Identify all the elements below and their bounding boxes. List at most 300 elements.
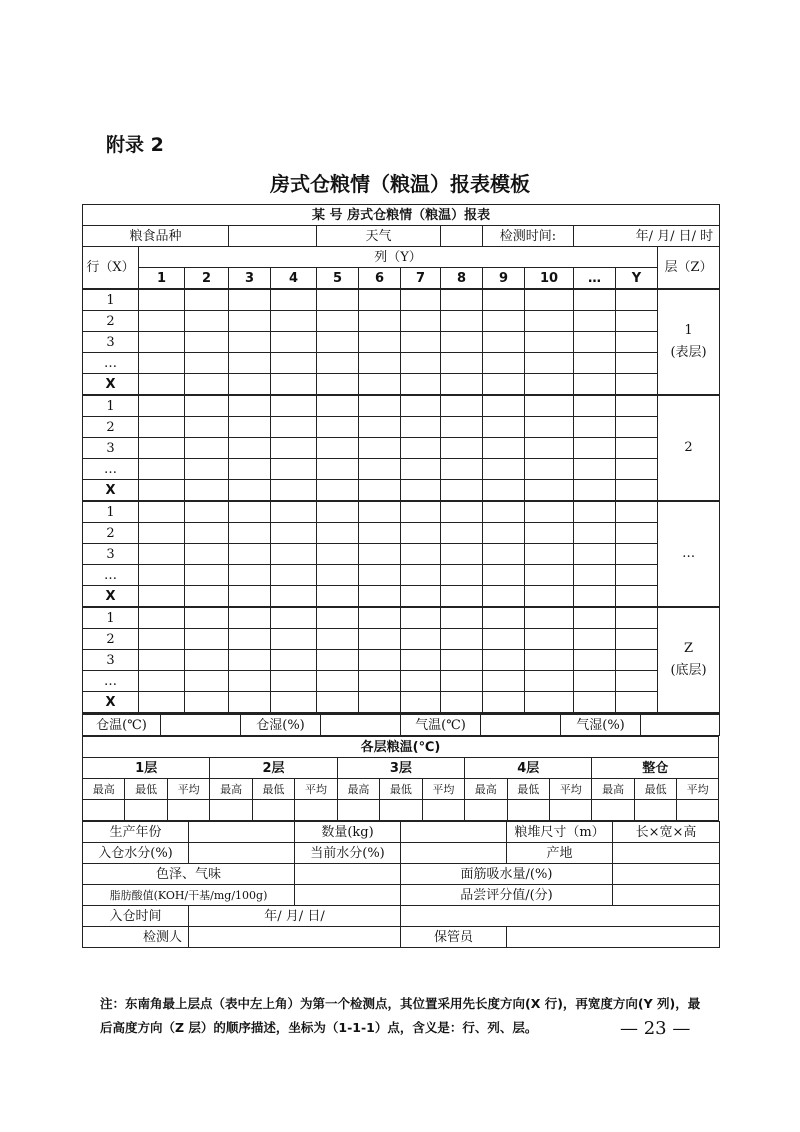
temperature-cell[interactable] [229,544,271,565]
temperature-cell[interactable] [574,374,616,396]
temperature-cell[interactable] [185,311,229,332]
temperature-cell[interactable] [441,501,483,523]
temperature-cell[interactable] [229,438,271,459]
temperature-cell[interactable] [271,395,317,417]
moisture-in-field[interactable] [189,843,295,864]
temperature-cell[interactable] [185,650,229,671]
temperature-cell[interactable] [401,692,441,713]
temperature-cell[interactable] [616,650,658,671]
temperature-cell[interactable] [271,565,317,586]
temperature-cell[interactable] [574,417,616,438]
row-label: … [83,353,139,374]
temperature-cell[interactable] [139,692,185,713]
temperature-cell[interactable] [359,395,401,417]
temperature-cell[interactable] [185,671,229,692]
temperature-cell[interactable] [616,607,658,629]
table-row [83,671,720,692]
stat-value-field[interactable] [549,800,591,821]
temperature-cell[interactable] [525,353,574,374]
temperature-cell[interactable] [229,650,271,671]
temperature-cell[interactable] [139,374,185,396]
temperature-cell[interactable] [185,459,229,480]
temperature-cell[interactable] [574,565,616,586]
temperature-cell[interactable] [441,395,483,417]
temperature-cell[interactable] [616,353,658,374]
info-table [82,821,720,948]
temperature-cell[interactable] [574,586,616,608]
temperature-cell[interactable] [616,565,658,586]
temperature-cell[interactable] [401,523,441,544]
production-year-field[interactable] [189,822,295,843]
inspector-field[interactable] [189,927,401,948]
temperature-cell[interactable] [574,544,616,565]
temperature-cell[interactable] [401,607,441,629]
temperature-cell[interactable] [271,311,317,332]
temperature-cell[interactable] [574,311,616,332]
temperature-cell[interactable] [271,459,317,480]
origin-field[interactable] [613,843,720,864]
temperature-cell[interactable] [229,353,271,374]
temperature-cell[interactable] [317,332,359,353]
temperature-cell[interactable] [441,650,483,671]
temperature-cell[interactable] [185,438,229,459]
temperature-cell[interactable] [574,289,616,311]
pile-size-value[interactable]: 长×宽×高 [613,822,720,843]
temperature-cell[interactable] [483,480,525,502]
temperature-cell[interactable] [574,523,616,544]
quantity-field[interactable] [401,822,507,843]
temperature-cell[interactable] [359,438,401,459]
temperature-cell[interactable] [139,523,185,544]
temperature-cell[interactable] [271,353,317,374]
temperature-cell[interactable] [317,417,359,438]
temperature-cell[interactable] [483,692,525,713]
temperature-cell[interactable] [616,417,658,438]
temperature-cell[interactable] [317,565,359,586]
temperature-cell[interactable] [525,311,574,332]
temperature-cell[interactable] [359,692,401,713]
weather-field[interactable] [441,226,483,247]
temperature-cell[interactable] [574,671,616,692]
temperature-cell[interactable] [483,289,525,311]
temperature-cell[interactable] [441,523,483,544]
temperature-cell[interactable] [401,311,441,332]
temperature-cell[interactable] [271,417,317,438]
temperature-cell[interactable] [359,523,401,544]
temperature-cell[interactable] [139,586,185,608]
temperature-cell[interactable] [483,395,525,417]
temperature-cell[interactable] [317,692,359,713]
table-row [83,629,720,650]
temperature-cell[interactable] [359,629,401,650]
temperature-cell[interactable] [317,289,359,311]
temperature-cell[interactable] [139,629,185,650]
stat-value-field[interactable] [125,800,167,821]
stat-value-field[interactable] [167,800,209,821]
grain-type-field[interactable] [229,226,317,247]
column-header: 列（Y） [139,247,658,268]
moisture-now-field[interactable] [401,843,507,864]
stat-value-field[interactable] [252,800,294,821]
temperature-cell[interactable] [271,374,317,396]
temperature-cell[interactable] [441,586,483,608]
temperature-cell[interactable] [271,544,317,565]
temperature-cell[interactable] [359,459,401,480]
temperature-cell[interactable] [616,289,658,311]
stat-value-field[interactable] [634,800,676,821]
temperature-cell[interactable] [185,692,229,713]
temperature-cell[interactable] [525,607,574,629]
gluten-field[interactable] [613,864,720,885]
layer-label: Z (底层) [658,607,720,713]
temperature-cell[interactable] [185,480,229,502]
temperature-cell[interactable] [229,374,271,396]
temperature-cell[interactable] [317,544,359,565]
temperature-cell[interactable] [525,480,574,502]
temperature-cell[interactable] [229,395,271,417]
temperature-cell[interactable] [616,544,658,565]
temperature-cell[interactable] [401,544,441,565]
temperature-cell[interactable] [525,395,574,417]
temperature-cell[interactable] [483,650,525,671]
temperature-cell[interactable] [616,671,658,692]
temperature-cell[interactable] [574,332,616,353]
temperature-cell[interactable] [483,607,525,629]
temperature-cell[interactable] [483,544,525,565]
temperature-cell[interactable] [401,565,441,586]
temperature-cell[interactable] [271,629,317,650]
weather-label: 天气 [317,226,441,247]
temperature-cell[interactable] [317,459,359,480]
temperature-cell[interactable] [616,501,658,523]
temperature-cell[interactable] [483,501,525,523]
temperature-cell[interactable] [271,480,317,502]
temperature-cell[interactable] [483,311,525,332]
temperature-cell[interactable] [359,480,401,502]
temperature-cell[interactable] [359,607,401,629]
temperature-cell[interactable] [525,586,574,608]
temperature-cell[interactable] [317,586,359,608]
temperature-cell[interactable] [483,438,525,459]
temperature-cell[interactable] [401,438,441,459]
temperature-cell[interactable] [441,332,483,353]
temperature-cell[interactable] [574,501,616,523]
temperature-cell[interactable] [441,607,483,629]
temperature-cell[interactable] [441,353,483,374]
warehouse-humidity-label: 仓湿(%) [241,714,321,736]
temperature-cell[interactable] [401,289,441,311]
temperature-cell[interactable] [185,289,229,311]
temperature-cell[interactable] [574,692,616,713]
check-time-field[interactable]: 年/ 月/ 日/ 时 [574,226,720,247]
temperature-cell[interactable] [185,353,229,374]
temperature-cell[interactable] [401,417,441,438]
temperature-cell[interactable] [401,650,441,671]
temperature-cell[interactable] [525,671,574,692]
temperature-cell[interactable] [401,374,441,396]
row-label: 2 [83,417,139,438]
temperature-cell[interactable] [574,650,616,671]
temperature-cell[interactable] [359,417,401,438]
stat-value-field[interactable] [507,800,549,821]
temperature-cell[interactable] [574,353,616,374]
temperature-cell[interactable] [359,565,401,586]
air-humidity-field[interactable] [641,714,720,736]
stat-value-field[interactable] [465,800,507,821]
temperature-cell[interactable] [229,607,271,629]
temperature-cell[interactable] [229,289,271,311]
temperature-cell[interactable] [139,459,185,480]
temperature-cell[interactable] [139,607,185,629]
table-row [83,544,720,565]
temperature-cell[interactable] [317,395,359,417]
temperature-cell[interactable] [525,438,574,459]
temperature-cell[interactable] [441,438,483,459]
stat-value-field[interactable] [295,800,337,821]
temperature-cell[interactable] [317,650,359,671]
temperature-cell[interactable] [317,480,359,502]
temperature-cell[interactable] [317,501,359,523]
temperature-cell[interactable] [359,332,401,353]
stat-label: 平均 [677,779,719,800]
temperature-cell[interactable] [616,523,658,544]
temperature-cell[interactable] [483,417,525,438]
temperature-cell[interactable] [229,671,271,692]
temperature-cell[interactable] [574,459,616,480]
temperature-cell[interactable] [483,671,525,692]
temperature-cell[interactable] [359,544,401,565]
temperature-cell[interactable] [229,311,271,332]
temperature-cell[interactable] [401,501,441,523]
temperature-cell[interactable] [229,332,271,353]
temperature-cell[interactable] [616,629,658,650]
temperature-cell[interactable] [616,311,658,332]
entry-time-field[interactable]: 年/ 月/ 日/ [189,906,401,927]
temperature-cell[interactable] [483,586,525,608]
temperature-cell[interactable] [271,650,317,671]
temperature-cell[interactable] [317,353,359,374]
stat-value-field[interactable] [380,800,422,821]
temperature-cell[interactable] [483,353,525,374]
temperature-cell[interactable] [139,671,185,692]
temperature-cell[interactable] [271,523,317,544]
temperature-cell[interactable] [401,395,441,417]
temperature-cell[interactable] [525,523,574,544]
temperature-cell[interactable] [359,311,401,332]
temperature-cell[interactable] [525,459,574,480]
temperature-cell[interactable] [139,565,185,586]
temperature-cell[interactable] [574,480,616,502]
entry-time-blank[interactable] [401,906,720,927]
stat-value-field[interactable] [337,800,379,821]
temperature-cell[interactable] [185,395,229,417]
taste-score-field[interactable] [613,885,720,906]
stat-value-field[interactable] [210,800,252,821]
temperature-cell[interactable] [401,353,441,374]
temperature-cell[interactable] [229,523,271,544]
temperature-cell[interactable] [616,480,658,502]
temperature-cell[interactable] [271,332,317,353]
row-label: X [83,374,139,396]
temperature-cell[interactable] [525,565,574,586]
temperature-cell[interactable] [139,501,185,523]
temperature-cell[interactable] [317,523,359,544]
temperature-cell[interactable] [185,565,229,586]
temperature-cell[interactable] [229,692,271,713]
temperature-cell[interactable] [574,629,616,650]
temperature-cell[interactable] [229,417,271,438]
temperature-cell[interactable] [229,459,271,480]
temperature-cell[interactable] [616,586,658,608]
temperature-cell[interactable] [185,332,229,353]
temperature-cell[interactable] [317,438,359,459]
temperature-cell[interactable] [483,565,525,586]
temperature-cell[interactable] [441,311,483,332]
temperature-cell[interactable] [359,586,401,608]
temperature-cell[interactable] [525,374,574,396]
temperature-cell[interactable] [229,586,271,608]
stat-value-field[interactable] [83,800,125,821]
temperature-cell[interactable] [271,438,317,459]
temperature-cell[interactable] [185,586,229,608]
temperature-cell[interactable] [139,480,185,502]
fatty-acid-field[interactable] [295,885,401,906]
air-temp-field[interactable] [481,714,561,736]
temperature-cell[interactable] [401,671,441,692]
temperature-cell[interactable] [139,438,185,459]
temperature-cell[interactable] [229,480,271,502]
moisture-now-label: 当前水分(%) [295,843,401,864]
temperature-cell[interactable] [185,417,229,438]
layer-label: 1 (表层) [658,289,720,395]
temperature-cell[interactable] [616,692,658,713]
temperature-cell[interactable] [317,607,359,629]
temperature-cell[interactable] [525,544,574,565]
temperature-cell[interactable] [139,289,185,311]
temperature-cell[interactable] [139,544,185,565]
stat-value-field[interactable] [592,800,634,821]
temperature-cell[interactable] [441,480,483,502]
temperature-cell[interactable] [441,374,483,396]
table-row [83,523,720,544]
warehouse-humidity-field[interactable] [321,714,401,736]
temperature-cell[interactable] [441,565,483,586]
column-number: 8 [441,268,483,290]
temperature-cell[interactable] [441,671,483,692]
temperature-cell[interactable] [441,692,483,713]
temperature-cell[interactable] [271,692,317,713]
temperature-cell[interactable] [525,289,574,311]
temperature-cell[interactable] [574,395,616,417]
row-label: X [83,480,139,502]
temperature-cell[interactable] [401,480,441,502]
temperature-cell[interactable] [483,332,525,353]
temperature-cell[interactable] [271,671,317,692]
temperature-cell[interactable] [139,332,185,353]
temperature-cell[interactable] [317,374,359,396]
temperature-cell[interactable] [401,629,441,650]
temperature-cell[interactable] [359,671,401,692]
temperature-cell[interactable] [359,501,401,523]
temperature-cell[interactable] [185,629,229,650]
temperature-cell[interactable] [359,353,401,374]
temperature-cell[interactable] [317,671,359,692]
temperature-cell[interactable] [401,332,441,353]
temperature-cell[interactable] [483,523,525,544]
temperature-cell[interactable] [139,311,185,332]
temperature-cell[interactable] [483,459,525,480]
temperature-cell[interactable] [359,289,401,311]
temperature-cell[interactable] [185,374,229,396]
temperature-cell[interactable] [271,501,317,523]
temperature-cell[interactable] [317,311,359,332]
stat-value-field[interactable] [677,800,719,821]
column-number: 2 [185,268,229,290]
temperature-cell[interactable] [483,374,525,396]
temperature-cell[interactable] [185,501,229,523]
temperature-cell[interactable] [525,501,574,523]
temperature-cell[interactable] [616,332,658,353]
temperature-cell[interactable] [616,438,658,459]
temperature-cell[interactable] [139,395,185,417]
color-smell-field[interactable] [295,864,401,885]
temperature-cell[interactable] [139,650,185,671]
temperature-cell[interactable] [525,629,574,650]
temperature-cell[interactable] [271,586,317,608]
temperature-cell[interactable] [359,650,401,671]
temperature-cell[interactable] [359,374,401,396]
temperature-cell[interactable] [229,629,271,650]
temperature-cell[interactable] [574,438,616,459]
warehouse-temp-field[interactable] [161,714,241,736]
temperature-cell[interactable] [271,607,317,629]
color-smell-label: 色泽、气味 [83,864,295,885]
temperature-cell[interactable] [139,417,185,438]
temperature-cell[interactable] [616,395,658,417]
temperature-cell[interactable] [441,417,483,438]
temperature-cell[interactable] [185,544,229,565]
temperature-cell[interactable] [441,289,483,311]
warehouse-temp-label: 仓温(℃) [83,714,161,736]
pile-size-label: 粮堆尺寸（m） [507,822,613,843]
keeper-field[interactable] [507,927,720,948]
temperature-cell[interactable] [525,692,574,713]
temperature-cell[interactable] [574,607,616,629]
stat-label: 平均 [295,779,337,800]
temperature-cell[interactable] [271,289,317,311]
origin-label: 产地 [507,843,613,864]
temperature-cell[interactable] [185,523,229,544]
temperature-cell[interactable] [616,374,658,396]
temperature-cell[interactable] [441,629,483,650]
temperature-cell[interactable] [401,459,441,480]
temperature-cell[interactable] [525,332,574,353]
stat-value-field[interactable] [422,800,464,821]
temperature-cell[interactable] [185,607,229,629]
temperature-cell[interactable] [229,501,271,523]
temperature-cell[interactable] [229,565,271,586]
temperature-cell[interactable] [139,353,185,374]
temperature-cell[interactable] [525,650,574,671]
temperature-cell[interactable] [401,586,441,608]
temperature-cell[interactable] [483,629,525,650]
temperature-cell[interactable] [441,544,483,565]
temperature-cell[interactable] [616,459,658,480]
temperature-cell[interactable] [525,417,574,438]
row-label: 1 [83,395,139,417]
temperature-cell[interactable] [441,459,483,480]
temperature-cell[interactable] [317,629,359,650]
